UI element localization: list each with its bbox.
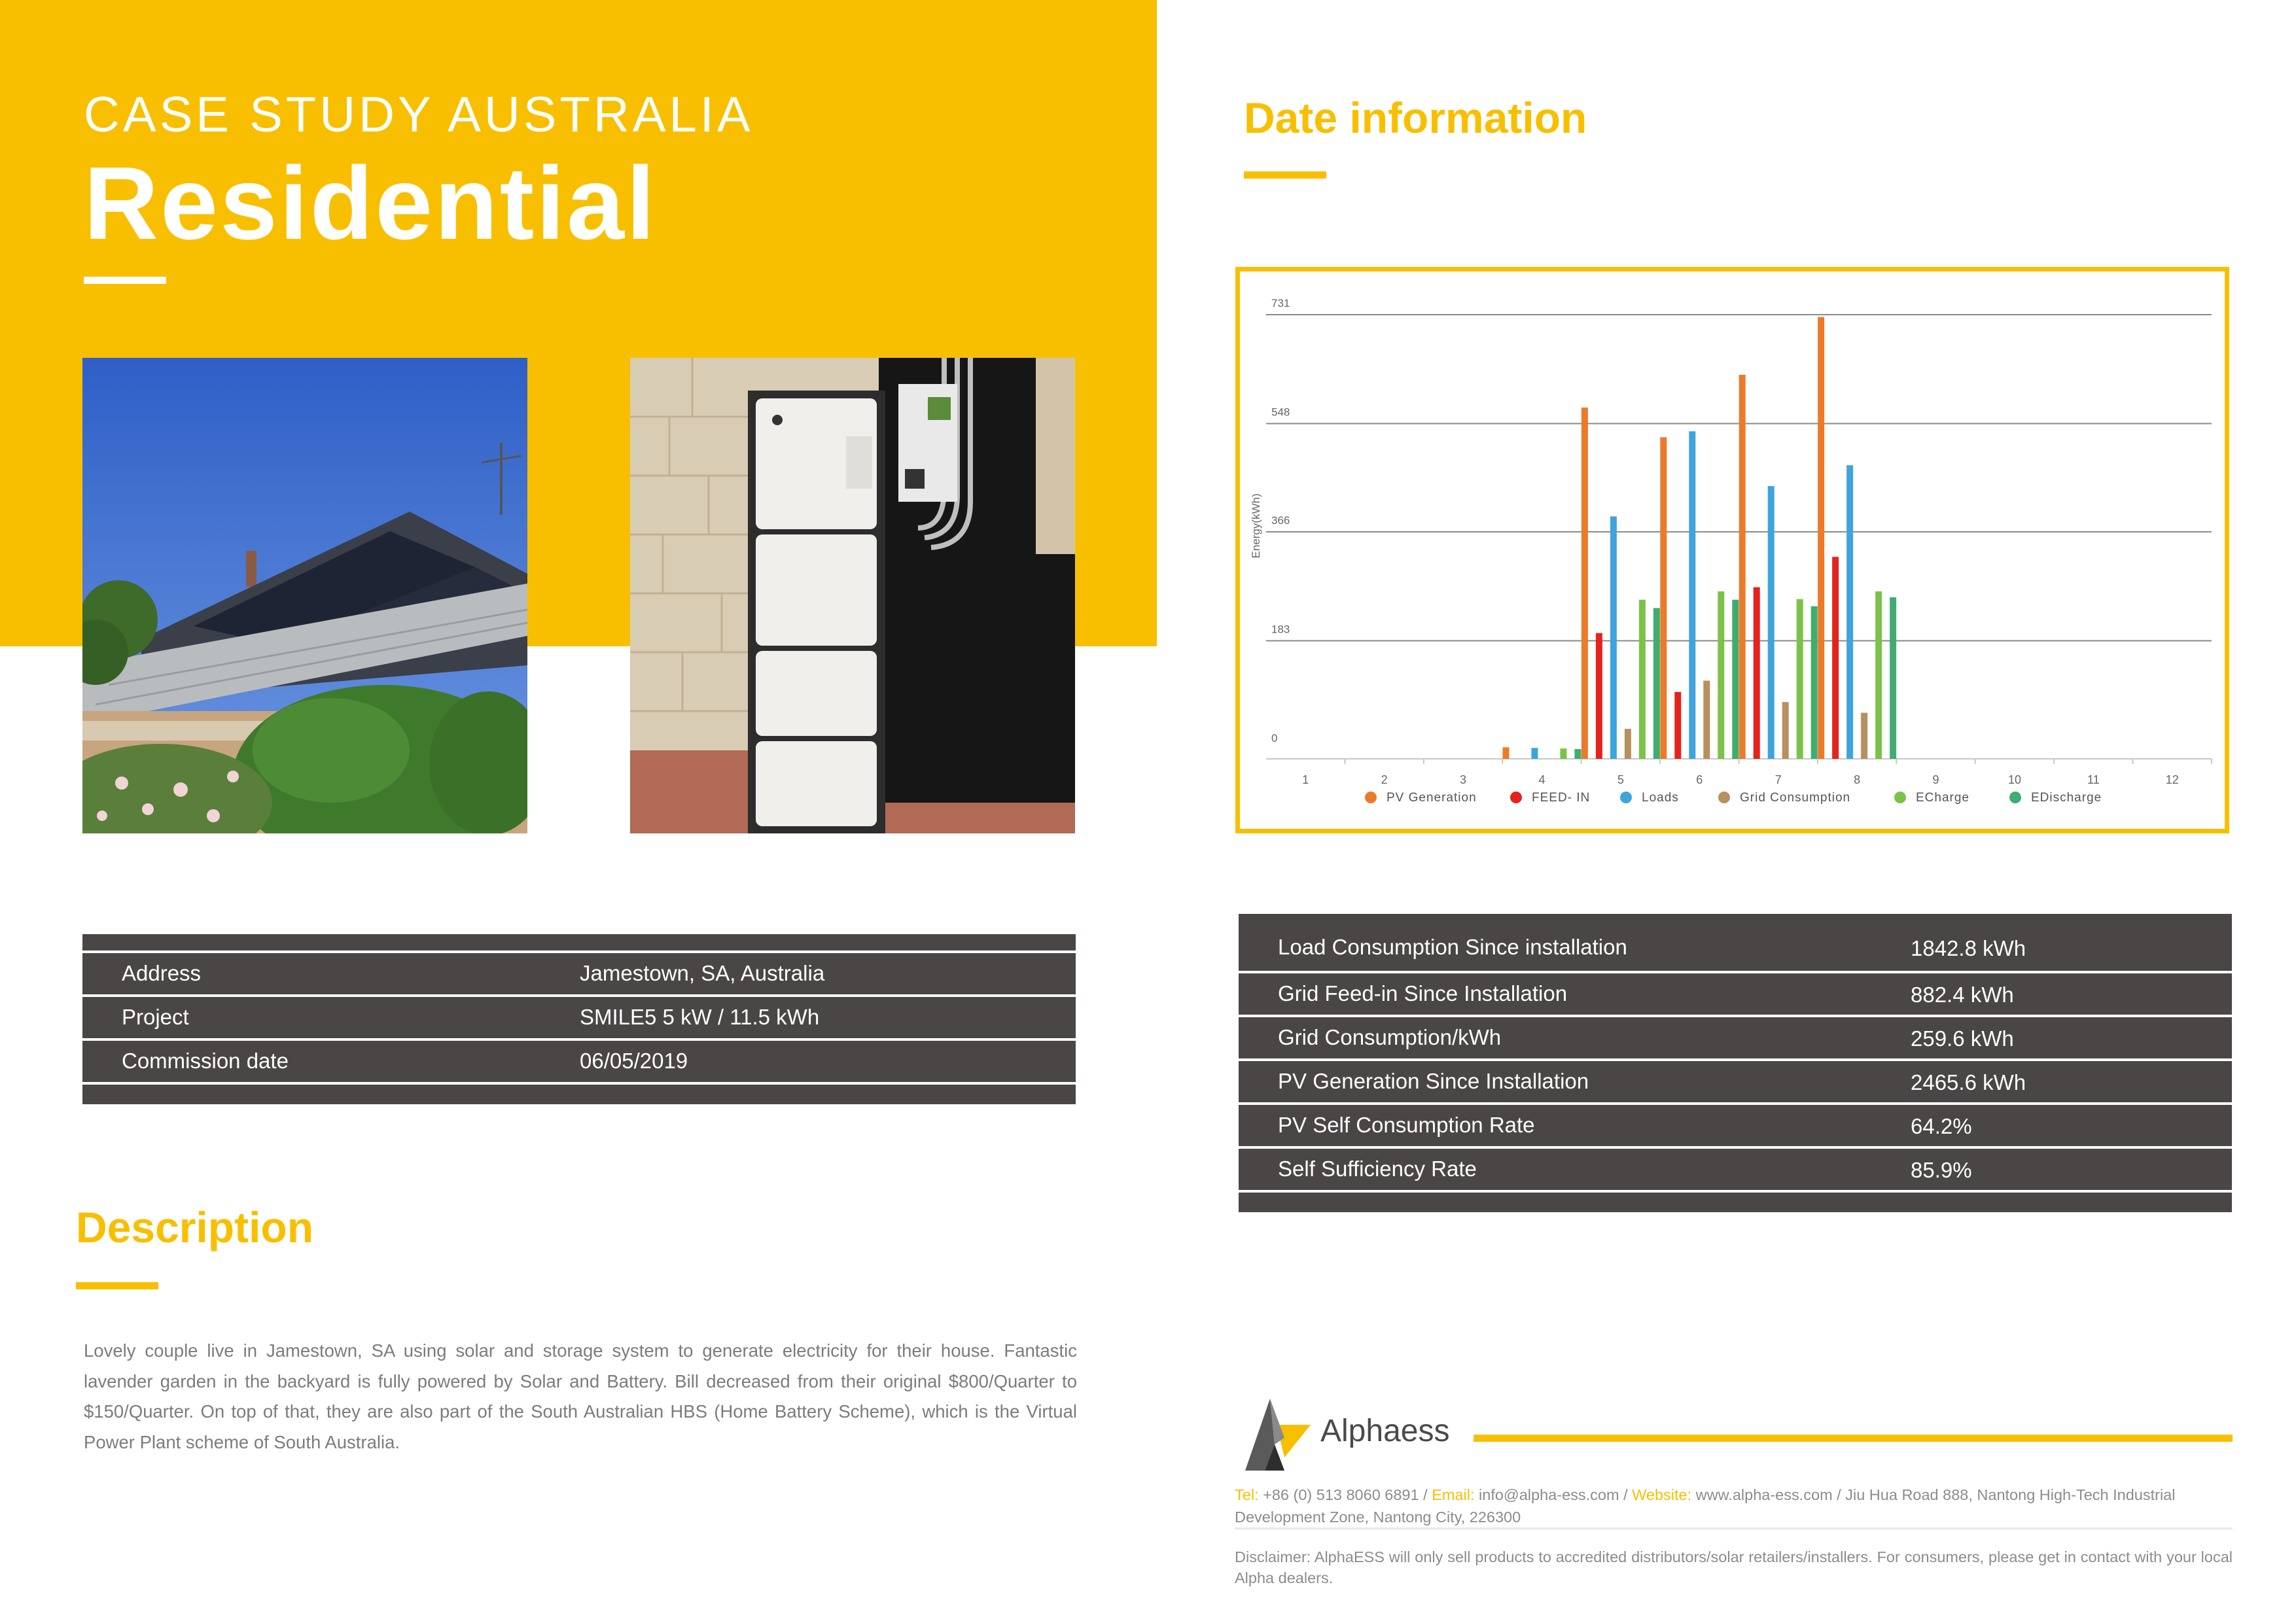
bar — [1502, 747, 1509, 759]
bar — [1689, 431, 1695, 759]
x-tick-label: 5 — [1617, 773, 1624, 786]
legend-marker — [1510, 792, 1522, 803]
legend-marker — [1894, 792, 1906, 803]
x-tick-label: 6 — [1696, 773, 1703, 786]
address-value: Jamestown, SA, Australia — [580, 961, 825, 985]
x-tick-label: 9 — [1932, 773, 1939, 786]
x-tick-label: 2 — [1381, 773, 1388, 786]
grid-consumption-value: 259.6 kWh — [1911, 1026, 2014, 1051]
table-row — [82, 994, 1076, 1039]
legend-label: ECharge — [1916, 791, 1969, 805]
energy-chart-svg — [1240, 271, 2225, 829]
description-heading: Description — [76, 1203, 314, 1251]
grid-feed-in-value: 882.4 kWh — [1911, 983, 2014, 1007]
tel-value: +86 (0) 513 8060 6891 / — [1258, 1486, 1432, 1503]
address-label: Address — [122, 961, 202, 985]
bar — [1574, 749, 1581, 759]
bar — [1625, 729, 1631, 759]
table-row — [82, 1038, 1076, 1083]
table-row — [82, 1082, 1076, 1104]
x-tick-label: 11 — [2087, 773, 2100, 786]
load-consumption-label: Load Consumption Since installation — [1278, 935, 1627, 959]
legend-label: Loads — [1642, 791, 1679, 805]
table-row — [1239, 1015, 2232, 1061]
description-underline — [76, 1282, 158, 1289]
x-tick-label: 10 — [2007, 773, 2021, 786]
project-info-table — [82, 934, 1076, 1104]
table-row — [1239, 1058, 2232, 1105]
table-row — [1239, 1146, 2232, 1193]
bar — [1581, 408, 1588, 759]
bar — [1660, 437, 1667, 759]
description-text: Lovely couple live in Jamestown, SA using solar and storage system to generate electricity for their house. Fantastic lavender garden in the backyard is fully powered by Solar and Battery. Bill decreased from their original $800/Quarter to $150/Quarter. On top of that, they are also part of the South Australian HBS (Home Battery Scheme), which is the Virtual Power Plant scheme of South Australia. — [84, 1340, 1077, 1452]
bar — [1768, 486, 1775, 759]
x-tick-label: 1 — [1302, 773, 1309, 786]
footer-divider — [1235, 1527, 2233, 1529]
bar — [1875, 591, 1882, 759]
bar — [1811, 606, 1818, 759]
battery-system-wall-photo — [630, 358, 1075, 833]
table-row — [82, 951, 1076, 995]
x-tick-label: 7 — [1775, 773, 1782, 786]
bar — [1674, 692, 1681, 759]
table-row — [1239, 927, 2232, 971]
pv-generation-value: 2465.6 kWh — [1911, 1070, 2026, 1094]
title-underline — [84, 277, 166, 284]
commission-date-label: Commission date — [122, 1049, 289, 1073]
y-axis-label: Energy(kWh) — [1250, 493, 1262, 559]
legend-marker — [2009, 792, 2021, 803]
project-label: Project — [122, 1005, 189, 1029]
energy-chart — [1235, 267, 2229, 833]
grid-consumption-label: Grid Consumption/kWh — [1278, 1025, 1502, 1049]
self-sufficiency-label: Self Sufficiency Rate — [1278, 1157, 1477, 1181]
y-tick-label: 366 — [1271, 514, 1290, 527]
website-and-address[interactable]: www.alpha-ess.com / Jiu Hua Road 888, Nantong High-Tech Industrial Development Zone, Nantong City, 226300 — [1235, 1486, 2176, 1526]
bar — [1797, 599, 1803, 759]
legend-marker — [1620, 792, 1632, 803]
table-row — [1239, 1102, 2232, 1149]
y-tick-label: 731 — [1271, 297, 1290, 309]
email-label: Email: — [1432, 1486, 1475, 1503]
bar — [1890, 597, 1896, 759]
bar — [1596, 633, 1602, 759]
x-tick-label: 8 — [1854, 773, 1861, 786]
date-information-underline — [1244, 171, 1326, 179]
bar — [1818, 317, 1824, 759]
bar — [1653, 608, 1660, 759]
pv-self-consumption-value: 64.2% — [1911, 1114, 1972, 1138]
bar — [1703, 680, 1710, 759]
bar — [1610, 516, 1617, 759]
bar — [1782, 702, 1789, 759]
y-tick-label: 548 — [1271, 406, 1290, 419]
table-row — [1239, 971, 2232, 1017]
pv-self-consumption-label: PV Self Consumption Rate — [1278, 1113, 1535, 1137]
page-title: Residential — [84, 146, 657, 261]
project-value: SMILE5 5 kW / 11.5 kWh — [580, 1005, 820, 1029]
legend-label: PV Generation — [1386, 791, 1477, 805]
bar — [1639, 600, 1646, 759]
bar — [1861, 713, 1867, 759]
bar — [1531, 748, 1538, 759]
x-tick-label: 12 — [2165, 773, 2179, 786]
website-label: Website: — [1632, 1486, 1692, 1503]
legend-marker — [1365, 792, 1377, 803]
bar — [1846, 465, 1853, 759]
legend-label: FEED- IN — [1532, 791, 1591, 805]
bar — [1739, 375, 1746, 759]
x-tick-label: 4 — [1538, 773, 1545, 786]
bar — [1754, 587, 1760, 759]
legend-label: EDischarge — [2031, 791, 2102, 805]
bar — [1718, 591, 1724, 759]
bar — [1832, 557, 1839, 759]
commission-date-value: 06/05/2019 — [580, 1049, 688, 1073]
energy-stats-table — [1239, 914, 2232, 1212]
pv-generation-label: PV Generation Since Installation — [1278, 1069, 1589, 1093]
y-tick-label: 183 — [1271, 623, 1290, 636]
grid-feed-in-label: Grid Feed-in Since Installation — [1278, 981, 1568, 1005]
bar — [1732, 600, 1739, 759]
y-tick-label: 0 — [1271, 732, 1278, 744]
legend-marker — [1718, 792, 1730, 803]
house-roof-solar-panels-photo — [82, 358, 527, 833]
date-information-heading: Date information — [1244, 94, 1587, 142]
email-value[interactable]: info@alpha-ess.com / — [1474, 1486, 1633, 1503]
load-consumption-value: 1842.8 kWh — [1911, 936, 2026, 960]
self-sufficiency-value: 85.9% — [1911, 1158, 1972, 1182]
contact-info — [1235, 1484, 2233, 1528]
brand-divider-line — [1474, 1435, 2233, 1442]
table-row — [1239, 1190, 2232, 1212]
legend-label: Grid Consumption — [1740, 791, 1851, 805]
x-tick-label: 3 — [1460, 773, 1467, 786]
bar — [1560, 748, 1566, 759]
brand-name: Alphaess — [1320, 1414, 1450, 1448]
alphaess-logo — [1239, 1399, 1311, 1471]
tel-label: Tel: — [1235, 1486, 1259, 1503]
case-study-subtitle: CASE STUDY AUSTRALIA — [84, 87, 754, 143]
disclaimer-text: Disclaimer: AlphaESS will only sell products to accredited distributors/solar retailers/installers. For consumers, please get in contact with your local Alpha dealers. — [1235, 1548, 2233, 1586]
